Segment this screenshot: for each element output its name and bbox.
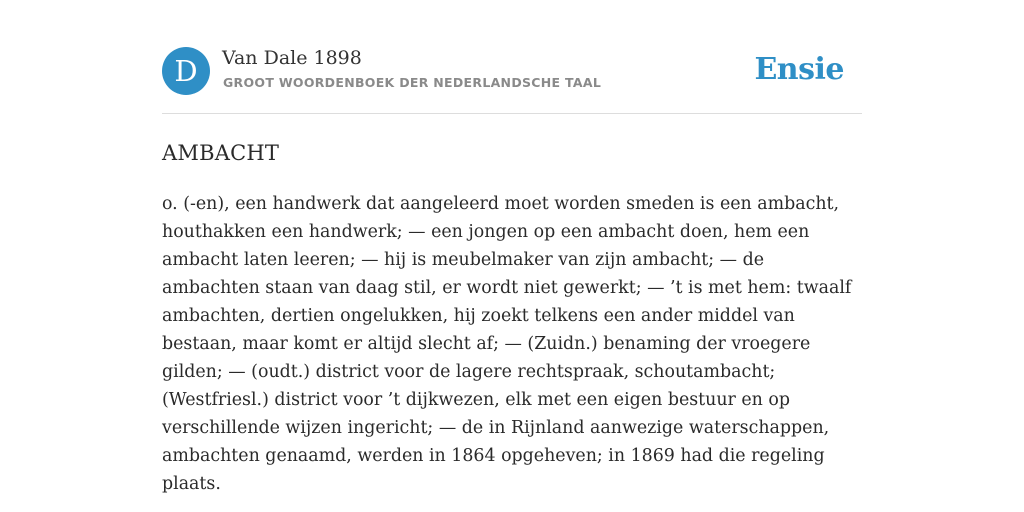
source-subtitle: GROOT WOORDENBOEK DER NEDERLANDSCHE TAAL [223, 75, 602, 90]
source-title[interactable]: Van Dale 1898 [222, 47, 362, 69]
entry-definition: o. (-en), een handwerk dat aangeleerd moet worden smeden is een ambacht, houthakken een handwerk; — een jongen op een ambacht doen, hem een ambacht laten leeren; — hij is meubelmaker van zijn ambacht; — de ambachten staan van daag stil, er wordt niet gewerkt; — ’t is met hem: twaalf ambachten, dertien ongelukken, hij zoekt telkens een ander middel van bestaan, maar komt er altijd slecht af; — (Zuidn.) benaming der vroegere gilden; — (oudt.) district voor de lagere rechtspraak, schoutambacht; (Westfriesl.) district voor ’t dijkwezen, elk met een eigen bestuur en op verschillende wijzen ingericht; — de in Rijnland aanwezige waterschappen, ambachten genaamd, werden in 1864 opgeheven; in 1869 had die regeling plaats. [162, 194, 852, 494]
header-divider [162, 113, 862, 114]
entry-headword: AMBACHT [162, 141, 280, 165]
brand-logo[interactable]: Ensie [754, 52, 844, 87]
source-avatar[interactable]: D [162, 47, 210, 95]
dictionary-header [162, 46, 862, 96]
